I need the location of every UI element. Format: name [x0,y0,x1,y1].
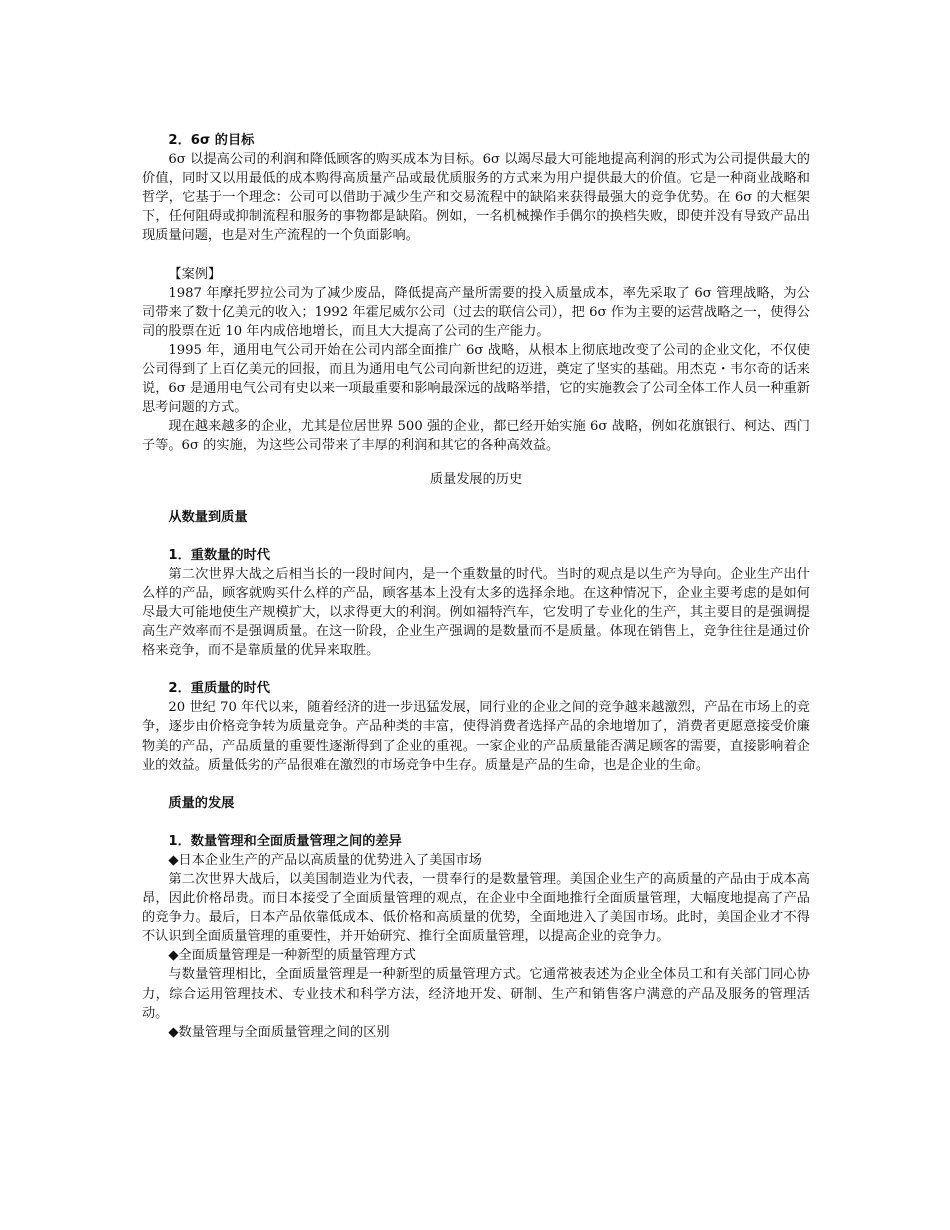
quantity-to-quality-heading: 从数量到质量 [168,509,248,525]
bullet-tqm-new-method: ◆全面质量管理是一种新型的质量管理方式 [168,948,416,964]
spacer [142,775,810,794]
bullet-japan-market: ◆日本企业生产的产品以高质量的优势进入了美国市场 [168,852,482,868]
case-paragraph-1: 1987 年摩托罗拉公司为了减少废品，降低提高产量所需要的投入质量成本，率先采取了 6σ 管理战略，为公司带来了数十亿美元的收入；1992 年霍尼威尔公司（过去的联信公司），把 6σ 作为主要的运营战略之一，使得公司的股票在近 10 年内成倍地增长，而且大大提高了公司的生产能力。 [142,285,810,339]
bullet-difference: ◆数量管理与全面质量管理之间的区别 [168,1024,390,1040]
bullet-tqm-paragraph: 与数量管理相比，全面质量管理是一种新型的质量管理方式。它通常被表述为企业全体员工和有关部门同心协力，综合运用管理技术、专业技术和科学方法，经济地开发、研制、生产和销售客户满意的产品及服务的管理活动。 [142,967,810,1021]
spacer [142,527,810,546]
case-label: 【案例】 [168,266,222,282]
goal-paragraph: 6σ 以提高公司的利润和降低顾客的购买成本为目标。6σ 以竭尽最大可能地提高利润的形式为公司提供最大的价值，同时又以用最低的成本购得高质量产品或最优质服务的方式来为用户提供最大的价值。它是一种商业战略和哲学，它基于一个理念：公司可以借助于减少生产和交易流程中的缺陷来获得最强大的竞争优势。在 6σ 的大框架下，任何阻碍或抑制流程和服务的事物都是缺陷。例如，一名机械操作手偶尔的换档失败，即使并没有导致产品出现质量问题，也是对生产流程的一个负面影响。 [142,152,810,244]
quality-development-heading: 质量的发展 [168,795,235,811]
goal-heading: 2．6σ 的目标 [168,133,255,148]
quantity-era-heading: 1．重数量的时代 [168,547,270,563]
spacer [142,246,810,265]
document-page [142,131,810,1042]
quality-era-heading: 2．重质量的时代 [168,681,270,697]
spacer [142,813,810,832]
spacer [142,660,810,679]
case-paragraph-2: 1995 年，通用电气公司开始在公司内部全面推广 6σ 战略，从根本上彻底地改变了公司的企业文化，不仅使公司得到了上百亿美元的回报，而且为通用电气公司向新世纪的迈进，奠定了坚实的基础。用杰克・韦尔奇的话来说，6σ 是通用电气公司有史以来一项最重要和影响最深远的战略举措，它的实施教会了公司全体工作人员一种重新思考问题的方式。 [142,342,810,416]
spacer [142,489,810,508]
quantity-era-paragraph: 第二次世界大战之后相当长的一段时间内，是一个重数量的时代。当时的观点是以生产为导向。企业生产出什么样的产品，顾客就购买什么样的产品，顾客基本上没有太多的选择余地。在这种情况下，企业主要考虑的是如何尽最大可能地使生产规模扩大，以求得更大的利润。例如福特汽车，它发明了专业化的生产，其主要目的是强调提高生产效率而不是强调质量。在这一阶段，企业生产强调的是数量而不是质量。体现在销售上，竞争往往是通过价格来竞争，而不是靠质量的优异来取胜。 [142,566,810,659]
difference-heading: 1．数量管理和全面质量管理之间的差异 [168,833,402,849]
case-paragraph-3: 现在越来越多的企业，尤其是位居世界 500 强的企业，都已经开始实施 6σ 战略，例如花旗银行、柯达、西门子等。6σ 的实施，为这些公司带来了丰厚的利润和其它的各种高效益。 [142,419,810,454]
quality-era-paragraph: 20 世纪 70 年代以来，随着经济的进一步迅猛发展，同行业的企业之间的竞争越来越激烈，产品在市场上的竞争，逐步由价格竞争转为质量竞争。产品种类的丰富，使得消费者选择产品的余地增加了，消费者更愿意接受价廉物美的产品，产品质量的重要性逐渐得到了企业的重视。一家企业的产品质量能否满足顾客的需要，直接影响着企业的效益。质量低劣的产品很难在激烈的市场竞争中生存。质量是产品的生命，也是企业的生命。 [142,700,810,773]
spacer [142,456,810,470]
history-title: 质量发展的历史 [429,471,523,487]
bullet-japan-paragraph: 第二次世界大战后，以美国制造业为代表，一贯奉行的是数量管理。美国企业生产的高质量的产品由于成本高昂，因此价格昂贵。而日本接受了全面质量管理的观点，在企业中全面地推行全面质量管理，大幅度地提高了产品的竞争力。最后，日本产品依靠低成本、低价格和高质量的优势，全面地进入了美国市场。此时，美国企业才不得不认识到全面质量管理的重要性，并开始研究、推行全面质量管理，以提高企业的竞争力。 [142,872,810,945]
